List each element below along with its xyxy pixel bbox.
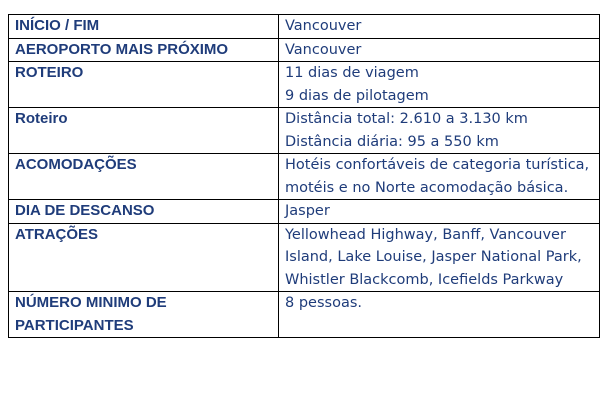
row-label-atracoes: ATRAÇÕES xyxy=(9,223,279,292)
row-label-aeroporto: AEROPORTO MAIS PRÓXIMO xyxy=(9,38,279,62)
roteiro-dias-pilotagem: 9 dias de pilotagem xyxy=(285,87,429,104)
row-label-acomodacoes: ACOMODAÇÕES xyxy=(9,154,279,200)
atracoes-text: Yellowhead Highway, Banff, Vancouver Island, Lake Louise, Jasper National Park, Whistler Blackcomb, Icefields Parkway xyxy=(285,226,582,288)
table-row xyxy=(9,15,600,39)
table-row xyxy=(9,108,600,154)
table-row xyxy=(9,62,600,108)
table-row xyxy=(9,292,600,338)
row-value-dia-descanso: Jasper xyxy=(279,200,600,224)
row-label-roteiro-distancia: Roteiro xyxy=(9,108,279,154)
row-label-inicio-fim: INÍCIO / FIM xyxy=(9,15,279,39)
distancia-total: Distância total: 2.610 a 3.130 km xyxy=(285,111,528,127)
table-row xyxy=(9,223,600,292)
table-row xyxy=(9,38,600,62)
roteiro-dias-viagem: 11 dias de viagem xyxy=(285,65,419,81)
row-value-acomodacoes xyxy=(279,154,600,200)
row-label-participantes: NÚMERO MINIMO DE PARTICIPANTES xyxy=(9,292,279,338)
row-value-aeroporto: Vancouver xyxy=(279,38,600,62)
row-value-roteiro xyxy=(279,62,600,108)
row-value-atracoes xyxy=(279,223,600,292)
acomodacoes-text: Hotéis confortáveis de categoria turística, motéis e no Norte acomodação básica. xyxy=(285,157,590,196)
row-value-distancia xyxy=(279,108,600,154)
row-label-roteiro: ROTEIRO xyxy=(9,62,279,108)
row-value-participantes: 8 pessoas. xyxy=(279,292,600,338)
row-label-dia-descanso: DIA DE DESCANSO xyxy=(9,200,279,224)
table-row xyxy=(9,200,600,224)
distancia-diaria: Distância diária: 95 a 550 km xyxy=(285,133,499,150)
tour-info-table xyxy=(8,14,600,338)
table-row xyxy=(9,154,600,200)
row-value-inicio-fim: Vancouver xyxy=(279,15,600,39)
